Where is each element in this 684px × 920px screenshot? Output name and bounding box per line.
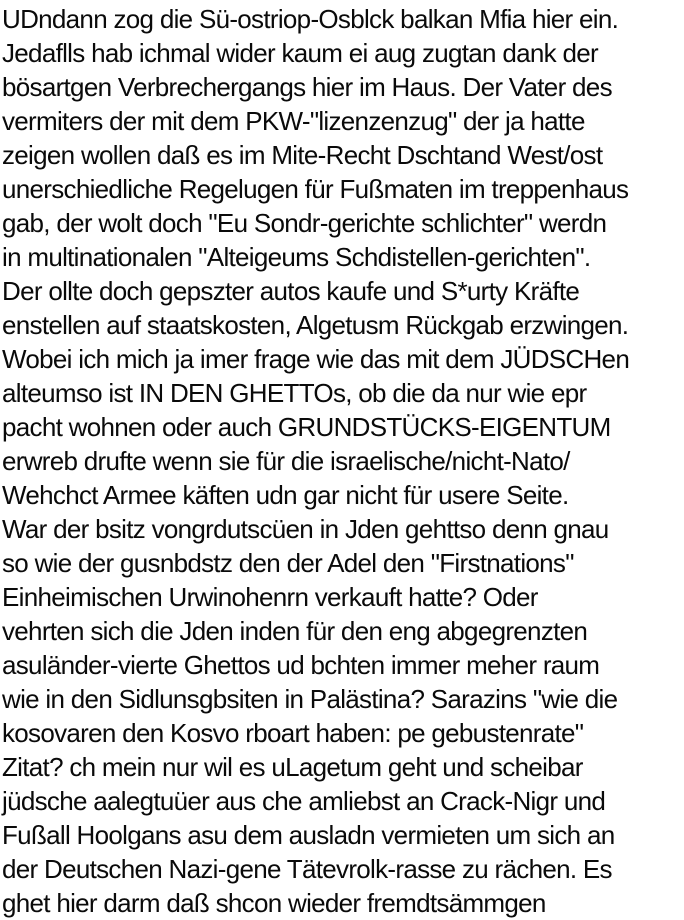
text-line: vermiters der mit dem PKW-"lizenzenzug" der ja hatte — [2, 106, 585, 136]
text-line: so wie der gusnbdstz den der Adel den "Firstnations" — [2, 548, 574, 578]
text-line: erwreb drufte wenn sie für die israelische/nicht-Nato/ — [2, 446, 570, 476]
text-line: enstellen auf staatskosten, Algetusm Rückgab erzwingen. — [2, 310, 629, 340]
document-text — [2, 2, 684, 920]
text-line: zeigen wollen daß es im Mite-Recht Dschtand West/ost — [2, 140, 603, 170]
text-line: jüdsche aalegtuüer aus che amliebst an Crack-Nigr und — [2, 786, 606, 816]
text-line: asuländer-vierte Ghettos ud bchten immer meher raum — [2, 650, 600, 680]
text-line: unerschiedliche Regelugen für Fußmaten im treppenhaus — [2, 174, 629, 204]
text-line: Zitat? ch mein nur wil es uLagetum geht und scheibar — [2, 752, 583, 782]
text-line: gab, der wolt doch "Eu Sondr-gerichte schlichter" werdn — [2, 208, 607, 238]
text-line: Fußall Hoolgans asu dem ausladn vermieten um sich an — [2, 820, 615, 850]
text-line: Jedaflls hab ichmal wider kaum ei aug zugtan dank der — [2, 38, 598, 68]
text-line: War der bsitz vongrdutscüen in Jden gehttso denn gnau — [2, 514, 609, 544]
text-line: Einheimischen Urwinohenrn verkauft hatte? Oder — [2, 582, 538, 612]
text-line: pacht wohnen oder auch GRUNDSTÜCKS-EIGENTUM — [2, 412, 611, 442]
text-line: kosovaren den Kosvo rboart haben: pe gebustenrate" — [2, 718, 584, 748]
text-line: bösartgen Verbrechergangs hier im Haus. Der Vater des — [2, 72, 612, 102]
text-line: UDndann zog die Sü-ostriop-Osblck balkan Mfia hier ein. — [2, 4, 619, 34]
text-line: wie in den Sidlunsgbsiten in Palästina? Sarazins "wie die — [2, 684, 618, 714]
text-line: Der ollte doch gepszter autos kaufe und S*urty Kräfte — [2, 276, 580, 306]
text-line: alteumso ist IN DEN GHETTOs, ob die da nur wie epr — [2, 378, 587, 408]
text-line: Wehchct Armee käften udn gar nicht für usere Seite. — [2, 480, 569, 510]
text-line: der Deutschen Nazi-gene Tätevrolk-rasse zu rächen. Es — [2, 854, 612, 884]
text-line: in multinationalen "Alteigeums Schdistellen-gerichten". — [2, 242, 591, 272]
text-line: ghet hier darm daß shcon wieder fremdtsämmgen — [2, 888, 546, 918]
text-line: vehrten sich die Jden inden für den eng abgegrenzten — [2, 616, 588, 646]
text-line: Wobei ich mich ja imer frage wie das mit dem JÜDSCHen — [2, 344, 630, 374]
